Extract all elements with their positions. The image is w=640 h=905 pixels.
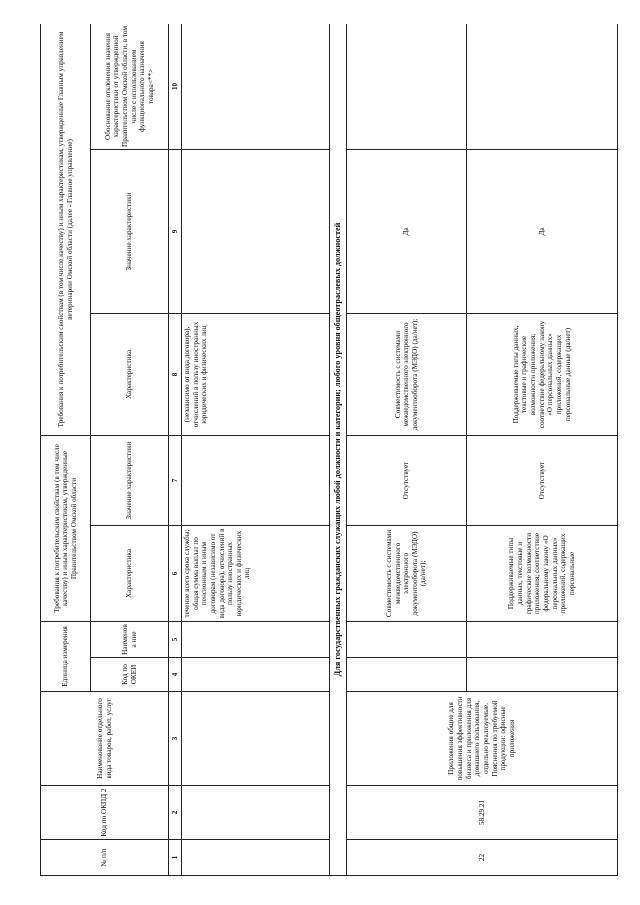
header-name: Наименование отдельного вида товаров, работ, услуг — [41, 692, 169, 786]
header-okpd: Код по ОКПД 2 — [41, 786, 169, 840]
row-22a-vet-characteristic: Совместимость с системами межведомственного электронного документооборота (МЭДО) (да/нет); — [347, 314, 467, 436]
cell-empty — [182, 622, 330, 658]
landscape-table-container — [40, 24, 618, 876]
row-22b-vet-value: Да — [467, 150, 618, 314]
col-number: 4 — [169, 658, 182, 692]
cont-vet-characteristic-text: (независимо от вида договора), отчислений в пользу иностранных юридических и физических лиц — [183, 321, 209, 428]
cell-empty — [182, 786, 330, 840]
col-number: 9 — [169, 150, 182, 314]
section-row — [330, 24, 347, 876]
continuation-row — [182, 24, 330, 876]
column-numbers-row — [169, 24, 182, 876]
cont-vet-characteristic — [182, 314, 330, 436]
header-row-1 — [41, 24, 91, 876]
header-unit-name: Наименова ние — [91, 622, 169, 658]
cell-empty — [182, 658, 330, 692]
header-unit-code: Код по ОКЕИ — [91, 658, 169, 692]
row-22b-gov-characteristic-text: Поддерживаемые типы данных, текстовые и графические возможности приложения; соответствие федеральному закону «О персональных данных» приложений, содержащих персональные — [507, 532, 576, 615]
cont-gov-characteristic — [182, 526, 330, 622]
row-22a-gov-characteristic: Совместимость с системами межведомственного электронного документооборота (МЭДО) (да/нет); — [347, 526, 467, 622]
cell-empty — [467, 622, 618, 658]
col-number: 7 — [169, 436, 182, 526]
cell-empty — [182, 436, 330, 526]
col-number: 6 — [169, 526, 182, 622]
cell-empty — [347, 658, 467, 692]
header-gov-characteristic: Характеристика — [91, 526, 169, 622]
row-22-name: Приложения общие для повышения эффективности бизнеса и приложения для домашнего пользования, отдельно реализуемые. Пояснения по требуемой продукции: офисные приложения — [347, 692, 618, 786]
col-number: 10 — [169, 24, 182, 150]
header-gov-requirements: Требования к потребительским свойствам (в том числе качеству) и иным характеристикам, утвержденные Правительством Омской области — [41, 436, 91, 622]
header-vet-value: Значение характеристики — [91, 150, 169, 314]
cell-empty — [347, 622, 467, 658]
header-gov-value: Значение характеристики — [91, 436, 169, 526]
header-num: № п/п — [41, 840, 169, 876]
row-22-okpd: 58.29.21 — [347, 786, 618, 840]
col-number: 2 — [169, 786, 182, 840]
header-vet-characteristic: Характеристика — [91, 314, 169, 436]
cell-empty — [182, 24, 330, 150]
col-number: 5 — [169, 622, 182, 658]
rotated-document-page — [40, 24, 618, 876]
row-22a-vet-value: Да — [347, 150, 467, 314]
row-22-part-a — [347, 24, 467, 876]
requirements-table — [40, 24, 618, 876]
header-vet-requirements: Требования к потребительским свойствам (в том числе качеству) и иным характеристикам, утвержденные Главным управлением ветеринарии Омской области (далее - Главное управление) — [41, 24, 91, 436]
row-22-num: 22 — [347, 840, 618, 876]
header-unit: Единица измерения — [41, 622, 91, 692]
row-22b-gov-characteristic — [467, 526, 618, 622]
cell-empty — [182, 692, 330, 786]
cont-gov-characteristic-text: течение всего срока службы; общая сумма выплат по пенсионным и иным договорам (независимо от вида договора), отчислений в пользу иностранных юридических и физических лиц — [183, 528, 252, 619]
header-vet-justification: Обоснование отклонения значения характеристики от утвержденной Правительством Омской области, в том числе с использованием функционального назначения товара<**> — [91, 24, 169, 150]
cell-empty — [467, 658, 618, 692]
cell-empty — [467, 24, 618, 150]
cell-empty — [182, 840, 330, 876]
col-number: 1 — [169, 840, 182, 876]
row-22b-gov-value: Отсутствует — [467, 436, 618, 526]
col-number: 8 — [169, 314, 182, 436]
cell-empty — [347, 24, 467, 150]
row-22b-vet-characteristic: Поддерживаемые типы данных, текстовые и графические возможности приложения; соответствие федеральному закону «О персональных данных» приложений, содержащих персональные данные (да/нет) — [467, 314, 618, 436]
col-number: 3 — [169, 692, 182, 786]
cell-empty — [182, 150, 330, 314]
row-22a-gov-value: Отсутствует — [347, 436, 467, 526]
section-title: Для государственных гражданских служащих любой должности и категории; любого уровня общеотраслевых должностей — [330, 24, 347, 876]
